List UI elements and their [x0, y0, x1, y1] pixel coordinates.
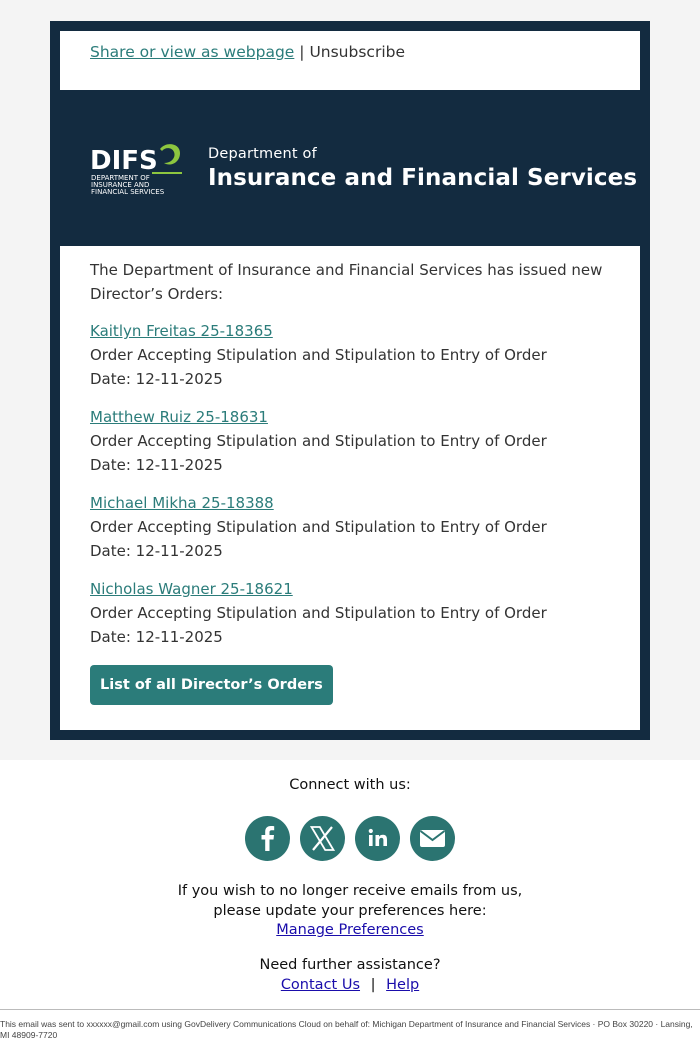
- order-link[interactable]: Michael Mikha 25-18388: [90, 494, 274, 512]
- assistance-text: Need further assistance?: [259, 957, 441, 973]
- order-link[interactable]: Kaitlyn Freitas 25-18365: [90, 322, 273, 340]
- order-description: Order Accepting Stipulation and Stipulation to Entry of Order: [90, 518, 547, 536]
- header-separator: |: [299, 43, 305, 61]
- legal-text: This email was sent to xxxxxx@gmail.com using GovDelivery Communications Cloud on behalf of: Michigan Department of Insurance and Financial Services · PO Box 30220 · Lansing, MI 48909-7720: [0, 1009, 700, 1040]
- order-item: [90, 405, 610, 477]
- order-date: Date: 12-11-2025: [90, 370, 223, 388]
- order-item: [90, 577, 610, 649]
- order-description: Order Accepting Stipulation and Stipulation to Entry of Order: [90, 432, 547, 450]
- linkedin-icon[interactable]: [355, 816, 400, 861]
- content-area: [60, 246, 640, 730]
- contact-us-link[interactable]: Contact Us: [280, 976, 361, 993]
- assistance-section: [0, 956, 700, 995]
- department-line1: Department of: [208, 146, 317, 162]
- order-link[interactable]: Nicholas Wagner 25-18621: [90, 580, 293, 598]
- preferences-message: [0, 882, 700, 941]
- order-item: [90, 319, 610, 391]
- x-icon[interactable]: [300, 816, 345, 861]
- department-line2: Insurance and Financial Services: [208, 165, 638, 191]
- unsubscribe-link[interactable]: Unsubscribe: [309, 43, 405, 61]
- order-description: Order Accepting Stipulation and Stipulation to Entry of Order: [90, 604, 547, 622]
- help-link[interactable]: Help: [386, 976, 420, 993]
- svg-text:DEPARTMENT OF: DEPARTMENT OF: [91, 174, 150, 182]
- email-frame: [50, 21, 650, 740]
- facebook-icon[interactable]: [245, 816, 290, 861]
- email-icon[interactable]: [410, 816, 455, 861]
- banner: [60, 90, 640, 246]
- difs-logo: [90, 141, 185, 199]
- svg-text:FINANCIAL SERVICES: FINANCIAL SERVICES: [91, 188, 165, 196]
- preferences-line1: If you wish to no longer receive emails from us,: [177, 883, 523, 899]
- order-date: Date: 12-11-2025: [90, 456, 223, 474]
- order-date: Date: 12-11-2025: [90, 542, 223, 560]
- intro-text: The Department of Insurance and Financial Services has issued new Director’s Orders:: [90, 261, 603, 303]
- svg-text:DIFS: DIFS: [90, 146, 158, 176]
- header-links: [60, 31, 640, 90]
- order-item: [90, 491, 610, 563]
- manage-preferences-link[interactable]: Manage Preferences: [276, 922, 424, 938]
- order-link[interactable]: Matthew Ruiz 25-18631: [90, 408, 268, 426]
- footer-separator: |: [370, 976, 376, 993]
- all-orders-button[interactable]: List of all Director’s Orders: [90, 665, 333, 705]
- svg-text:INSURANCE AND: INSURANCE AND: [91, 181, 150, 189]
- connect-heading: Connect with us:: [289, 777, 411, 793]
- order-date: Date: 12-11-2025: [90, 628, 223, 646]
- preferences-line2: please update your preferences here:: [213, 902, 487, 919]
- order-description: Order Accepting Stipulation and Stipulation to Entry of Order: [90, 346, 547, 364]
- department-title: [208, 146, 637, 191]
- share-link[interactable]: Share or view as webpage: [90, 43, 295, 61]
